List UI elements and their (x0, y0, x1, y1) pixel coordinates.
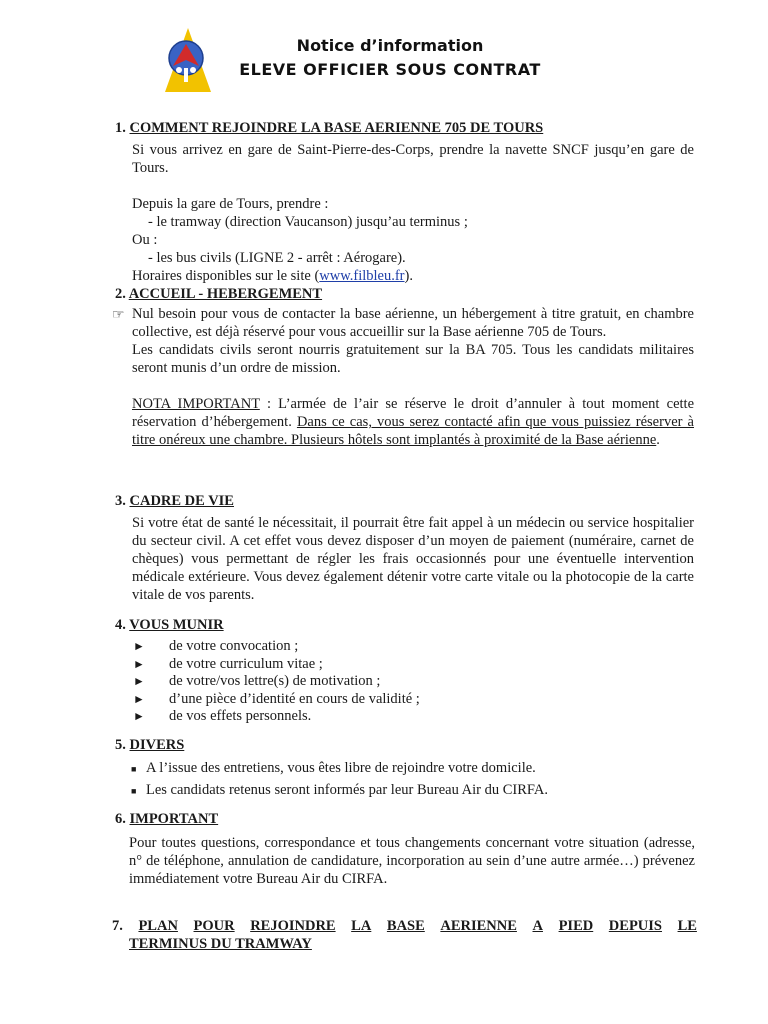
title-word: PLAN (138, 918, 178, 934)
section-4-heading (115, 616, 224, 634)
section-2-body (132, 305, 694, 449)
section-2-heading (115, 285, 322, 303)
list-item: ► de vos effets personnels. (133, 708, 312, 724)
title-word: LE (677, 918, 697, 934)
section-title-line2: TERMINUS DU TRAMWAY (129, 936, 312, 952)
section-number: 1. (115, 120, 126, 136)
paragraph: NOTA IMPORTANT : L’armée de l’air se réserve le droit d’annuler à tout moment cette réservation d’hébergement. Dans ce cas, vous serez contacté afin que vous puissiez réserver à titre onéreux une chambre. Plusieurs hôtels sont implantés à proximité de la Base aérienne. (132, 396, 695, 448)
section-3-body (132, 514, 694, 604)
section-number: 4. (115, 617, 126, 633)
title-word: A (532, 918, 543, 934)
title-word: AERIENNE (440, 918, 517, 934)
section-title: VOUS MUNIR (129, 617, 224, 633)
section-7-heading (112, 917, 697, 953)
title-word: REJOINDRE (250, 918, 336, 934)
section-title: COMMENT REJOINDRE LA BASE AERIENNE 705 DE TOURS (129, 120, 544, 136)
title-word: PIED (558, 918, 594, 934)
section-title: IMPORTANT (129, 811, 219, 827)
list-item: ■ A l’issue des entretiens, vous êtes libre de rejoindre votre domicile. (131, 758, 548, 780)
title-word: BASE (386, 918, 425, 934)
title-word: DEPUIS (608, 918, 662, 934)
section-title: ACCUEIL - HEBERGEMENT (128, 286, 323, 302)
square-bullet-icon: ■ (131, 786, 137, 796)
title-word: POUR (193, 918, 235, 934)
paragraph: Si vous arrivez en gare de Saint-Pierre-des-Corps, prendre la navette SNCF jusqu’en gare de Tours. (132, 142, 694, 176)
items-list (133, 638, 420, 726)
section-1-heading (115, 119, 543, 137)
triangle-bullet-icon: ► (133, 674, 145, 688)
filbleu-link[interactable]: www.filbleu.fr (319, 268, 405, 284)
section-3-heading (115, 492, 234, 510)
pointing-hand-icon: ☞ (112, 308, 125, 323)
triangle-bullet-icon: ► (133, 639, 145, 653)
paragraph: Nul besoin pour vous de contacter la base aérienne, un hébergement à titre gratuit, en chambre collective, est déjà réservé pour vous accueillir sur la Base aérienne 705 de Tours. (132, 306, 694, 340)
section-6-body (129, 834, 695, 888)
page-subtitle: ELEVE OFFICIER SOUS CONTRAT (239, 60, 541, 79)
triangle-bullet-icon: ► (133, 709, 145, 723)
list-item: ► de votre convocation ; (133, 638, 299, 654)
paragraph: Pour toutes questions, correspondance et tous changements concernant votre situation (adresse, n° de téléphone, annulation de candidature, incorporation au sein d’une autre armée…) prévenez immédiatement votre Bureau Air du CIRFA. (129, 835, 695, 887)
section-6-heading (115, 810, 218, 828)
triangle-bullet-icon: ► (133, 656, 145, 671)
section-title: DIVERS (129, 737, 185, 753)
section-1-body (132, 141, 694, 285)
title-word: LA (351, 918, 372, 934)
page-title: Notice d’information (296, 36, 484, 55)
paragraph: Si votre état de santé le nécessitait, il pourrait être fait appel à un médecin ou service hospitalier du secteur civil. A cet effet vous devez disposer d’un moyen de paiement (numéraire, carnet de chèques) vous permettant de régler les frais occasionnés pour une éventuelle intervention médicale extérieure. Vous devez également détenir votre carte vitale ou la photocopie de la carte vitale de vos parents. (132, 515, 694, 603)
paragraph: Horaires disponibles sur le site (www.filbleu.fr). (132, 268, 413, 284)
paragraph: - les bus civils (LIGNE 2 - arrêt : Aérogare). (148, 250, 406, 266)
paragraph: - le tramway (direction Vaucanson) jusqu’au terminus ; (148, 214, 468, 230)
paragraph: Ou : (132, 232, 158, 248)
paragraph: Depuis la gare de Tours, prendre : (132, 196, 329, 212)
list-item: ► d’une pièce d’identité en cours de validité ; (133, 690, 420, 707)
section-title: CADRE DE VIE (129, 493, 234, 509)
list-item: ► de votre/vos lettre(s) de motivation ; (133, 673, 381, 689)
list-item: ■ Les candidats retenus seront informés par leur Bureau Air du CIRFA. (131, 780, 548, 802)
paragraph: Les candidats civils seront nourris gratuitement sur la BA 705. Tous les candidats militaires seront munis d’un ordre de mission. (132, 342, 694, 376)
triangle-bullet-icon: ► (133, 691, 145, 706)
section-number: 6. (115, 811, 126, 827)
section-number: 3. (115, 493, 126, 509)
section-number: 7. (112, 918, 123, 934)
list-item: ► de votre curriculum vitae ; (133, 655, 323, 672)
section-5-heading (115, 736, 184, 754)
section-number: 2. (115, 286, 126, 302)
square-bullet-icon: ■ (131, 764, 137, 774)
divers-list (131, 758, 548, 802)
section-number: 5. (115, 737, 126, 753)
